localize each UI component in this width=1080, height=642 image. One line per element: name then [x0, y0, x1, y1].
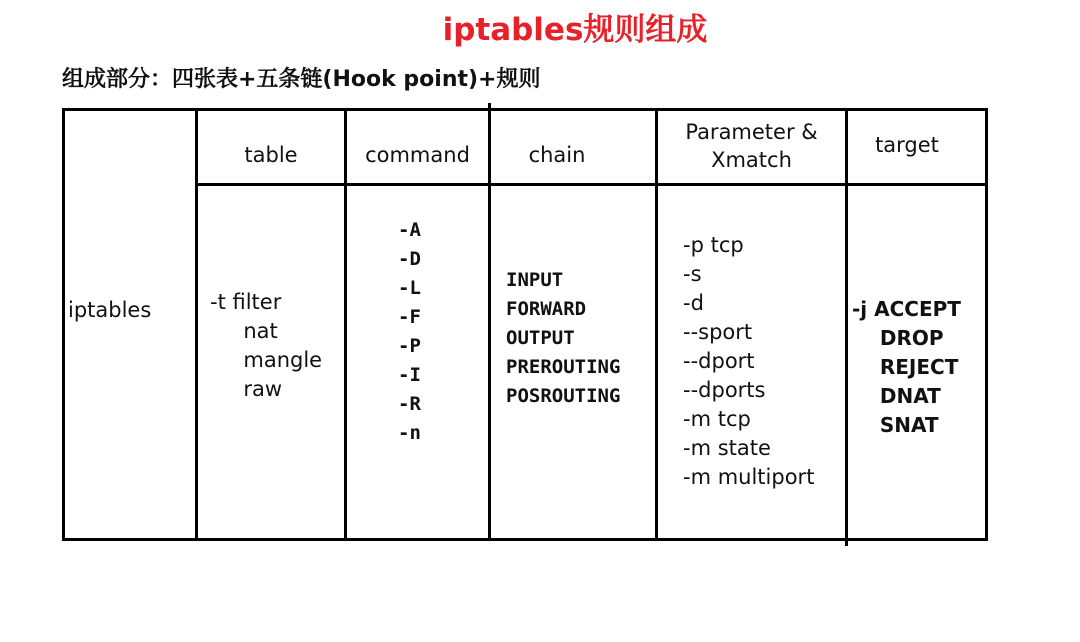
divider-target — [845, 108, 848, 546]
header-table: table — [244, 143, 298, 167]
cell-table-values: -t filter nat mangle raw — [210, 290, 323, 401]
divider-command — [344, 108, 347, 541]
cell-target-values: -j ACCEPT DROP REJECT DNAT SNAT — [852, 297, 961, 437]
row-label-iptables: iptables — [68, 298, 152, 322]
header-parameter: Parameter & Xmatch — [685, 120, 818, 172]
divider-table — [195, 108, 198, 541]
diagram-subtitle: 组成部分：四张表+五条链(Hook point)+规则 — [62, 67, 541, 92]
cell-parameter-values: -p tcp -s -d --sport --dport --dports -m tcp -m state -m multiport — [683, 233, 815, 489]
header-command: command — [365, 143, 470, 167]
header-target: target — [875, 133, 939, 157]
iptables-table-diagram — [62, 108, 988, 542]
page-title: iptables规则组成 — [442, 12, 708, 48]
top-border — [62, 108, 988, 111]
header-chain: chain — [528, 143, 586, 167]
header-divider — [195, 183, 988, 186]
right-border — [985, 108, 988, 541]
cell-chain-values: INPUT FORWARD OUTPUT PREROUTING POSROUTING — [506, 269, 621, 407]
bottom-border — [62, 538, 988, 541]
cell-command-values: -A -D -L -F -P -I -R -n — [398, 219, 421, 444]
left-border — [62, 108, 65, 541]
